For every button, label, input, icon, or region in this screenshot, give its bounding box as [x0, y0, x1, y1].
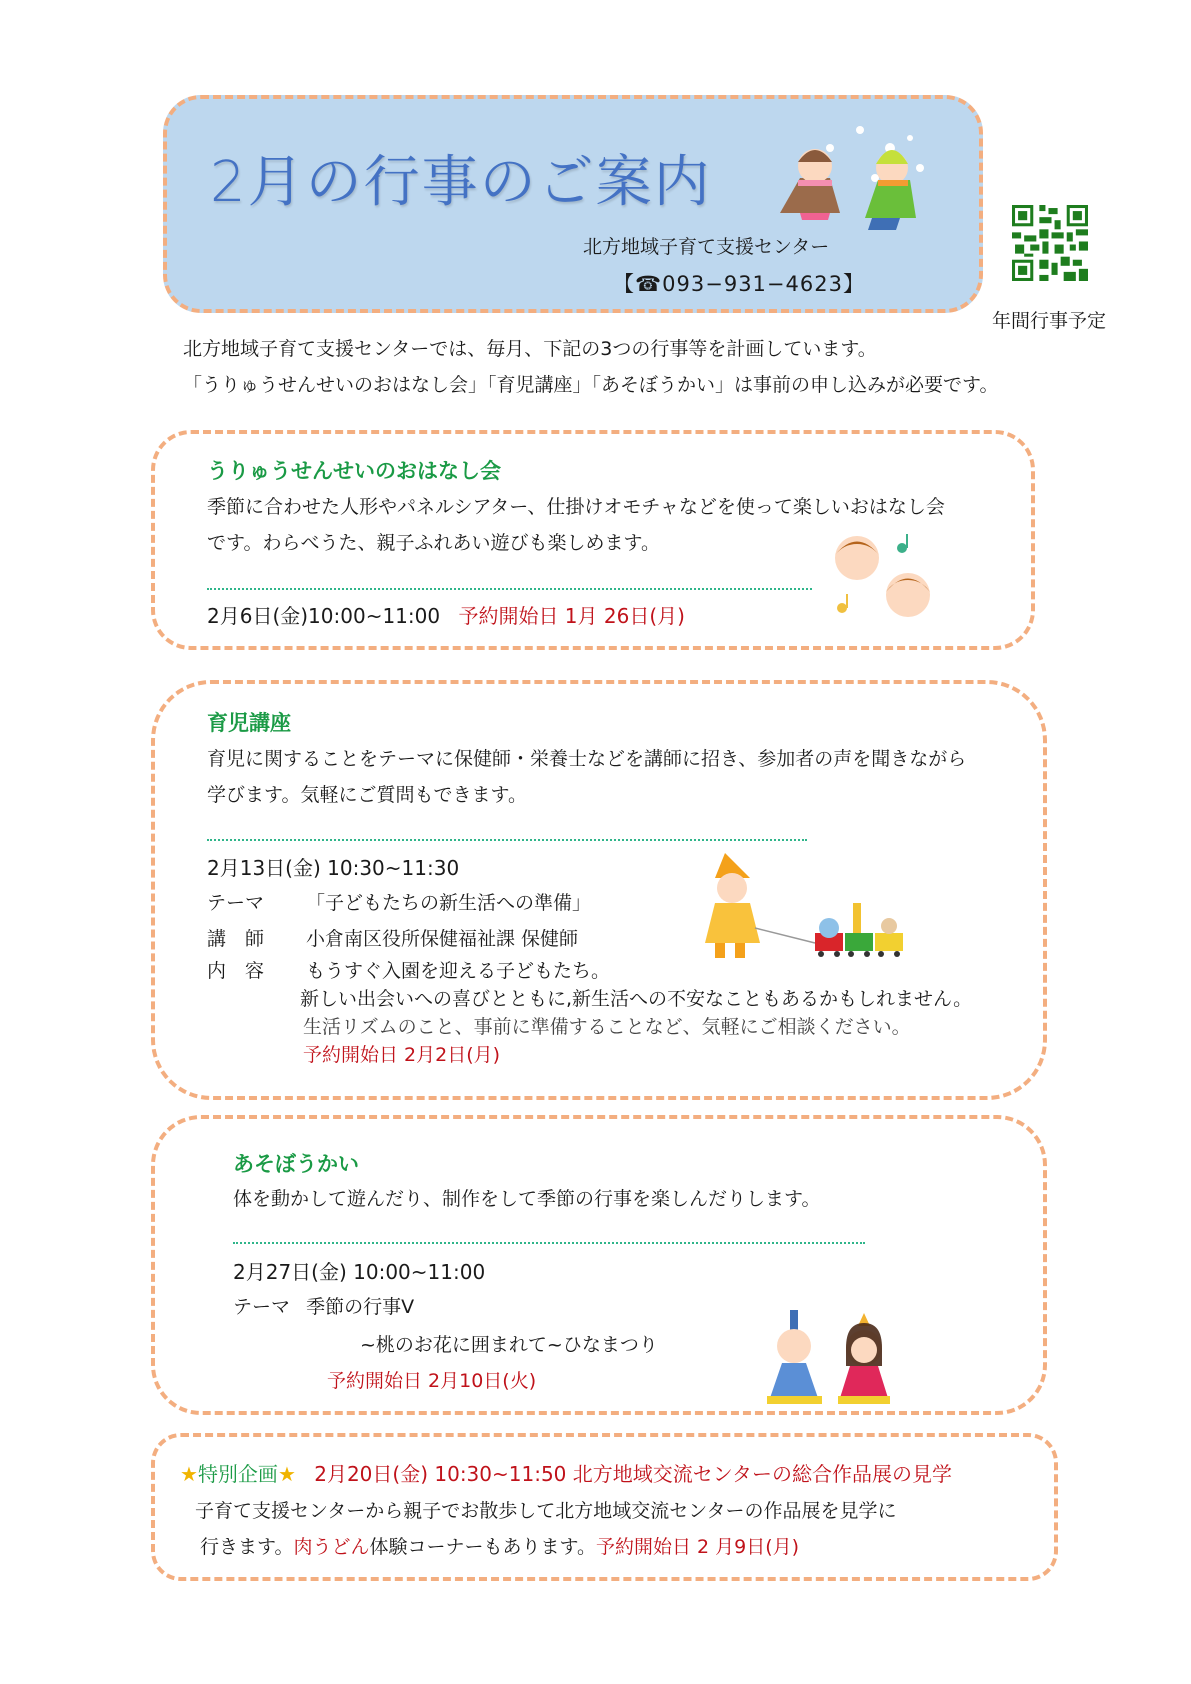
intro-line-2: 「うりゅうせんせいのおはなし会」「育児講座」「あそぼうかい」は事前の申し込みが必要です。 [183, 374, 999, 396]
child-toy-train-icon [695, 848, 915, 963]
star-icon: ★ [180, 1462, 198, 1486]
star-icon: ★ [277, 1462, 296, 1486]
special-line-2 [200, 1532, 799, 1559]
page-title: 2月の行事のご案内 [210, 150, 712, 215]
divider [207, 588, 812, 590]
section-title: うりゅうせんせいのおはなし会 [207, 459, 501, 483]
special-headline: 2月20日(金) 10:30~11:50 北方地域交流センターの総合作品展の見学 [314, 1462, 952, 1486]
content-line: 新しい出会いへの喜びとともに,新生活への不安なこともあるかもしれません。 [300, 988, 973, 1010]
content-line: 生活リズムのこと、事前に準備することなど、気軽にご相談ください。 [303, 1016, 911, 1038]
content-label: 内 容 [207, 960, 265, 982]
section-description: 育児に関することをテーマに保健師・栄養士などを講師に招き、参加者の声を聞きながら [207, 748, 967, 770]
theme-value: 季節の行事Ⅴ [306, 1296, 415, 1318]
section-description: 季節に合わせた人形やパネルシアター、仕掛けオモチャなどを使って楽しいおはなし会 [207, 496, 945, 518]
event-schedule [207, 600, 685, 629]
theme-subtitle: ~桃のお花に囲まれて~ひなまつり [360, 1334, 658, 1356]
event-datetime: 2月13日(金) 10:30~11:30 [207, 856, 460, 880]
special-line-1: 子育て支援センターから親子でお散歩して北方地域交流センターの作品展を見学に [195, 1500, 897, 1522]
reservation-date: 予約開始日 2月10日(火) [327, 1370, 537, 1392]
qr-label: 年間行事予定 [992, 310, 1107, 332]
event-datetime: 2月27日(金) 10:00~11:00 [233, 1260, 486, 1284]
divider [233, 1242, 865, 1244]
special-text: 行きます。 [200, 1536, 294, 1558]
organization-name: 北方地域子育て支援センター [583, 236, 830, 258]
special-highlight: 肉うどん [293, 1536, 370, 1558]
section-title: 育児講座 [207, 711, 291, 735]
lecturer-value: 小倉南区役所保健福祉課 保健師 [306, 928, 579, 950]
reservation-date: 予約開始日 1月 26日(月) [458, 604, 685, 628]
section-description: です。わらべうた、親子ふれあい遊びも楽しめます。 [207, 532, 660, 554]
section-description: 学びます。気軽にご質問もできます。 [207, 784, 527, 806]
phone-number: 【☎093−931−4623】 [613, 272, 865, 296]
theme-label: テーマ [233, 1296, 291, 1318]
special-text: 体験コーナーもあります。 [369, 1536, 596, 1558]
reservation-date: 予約開始日 2 月9日(月) [595, 1536, 800, 1558]
reservation-date: 予約開始日 2月2日(月) [303, 1044, 501, 1066]
content-line: もうすぐ入園を迎える子どもたち。 [306, 960, 611, 982]
children-snow-illustration-icon [760, 118, 940, 238]
singing-children-icon [830, 530, 940, 625]
special-label: 特別企画 [197, 1462, 278, 1486]
theme-row [233, 1292, 414, 1319]
special-headline-row [180, 1458, 952, 1487]
theme-value: 「子どもたちの新生活への準備」 [306, 892, 592, 914]
qr-code-icon[interactable] [1012, 205, 1088, 281]
hina-dolls-icon [762, 1308, 907, 1408]
intro-line-1: 北方地域子育て支援センターでは、毎月、下記の3つの行事等を計画しています。 [183, 338, 877, 360]
event-datetime: 2月6日(金)10:00~11:00 [207, 604, 441, 628]
lecturer-label: 講 師 [207, 928, 265, 950]
section-description: 体を動かして遊んだり、制作をして季節の行事を楽しんだりします。 [233, 1188, 821, 1210]
theme-label: テーマ [207, 892, 265, 914]
divider [207, 839, 807, 841]
section-title: あそぼうかい [233, 1152, 359, 1176]
